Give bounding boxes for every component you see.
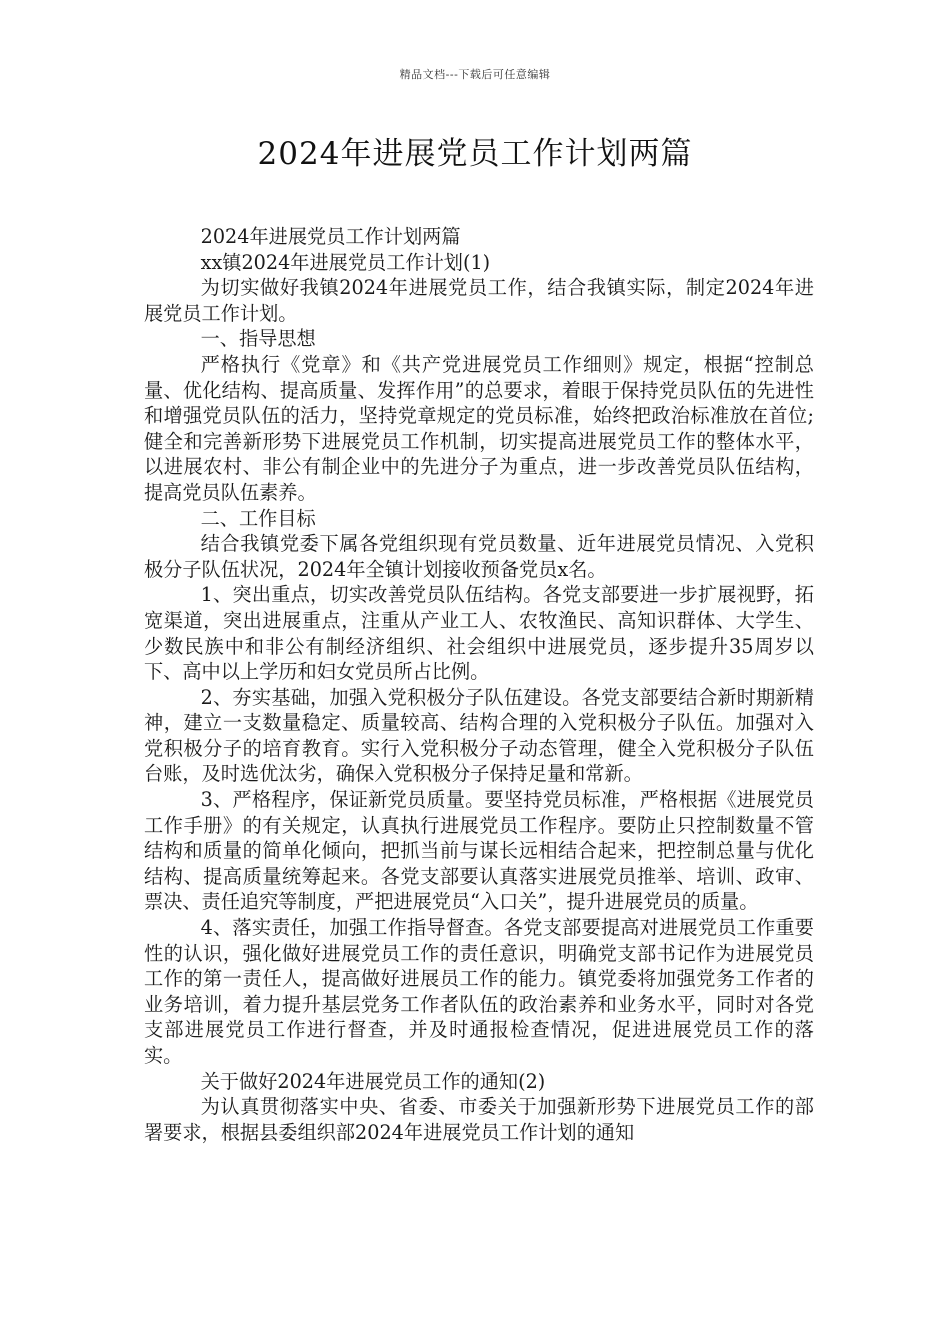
body-paragraph: 1、突出重点，切实改善党员队伍结构。各党支部要进一步扩展视野，拓宽渠道，突出进展重点，注重从产业工人、农牧渔民、高知识群体、大学生、少数民族中和非公有制经济组织、社会组织中进展党员，逐步提升35周岁以下、高中以上学历和妇女党员所占比例。	[144, 583, 814, 684]
body-paragraph: 4、落实责任，加强工作指导督查。各党支部要提高对进展党员工作重要性的认识，强化做好进展党员工作的责任意识，明确党支部书记作为进展党员工作的第一责任人，提高做好进展员工作的能力。镇党委将加强党务工作者的业务培训，着力提升基层党务工作者队伍的政治素养和业务水平，同时对各党支部进展党员工作进行督查，并及时通报检查情况，促进进展党员工作的落实。	[144, 916, 814, 1067]
section-heading: 一、指导思想	[200, 327, 316, 351]
body-paragraph: 结合我镇党委下属各党组织现有党员数量、近年进展党员情况、入党积极分子队伍状况，2024年全镇计划接收预备党员x名。	[144, 532, 814, 581]
body-paragraph: 严格执行《党章》和《共产党进展党员工作细则》规定，根据“控制总量、优化结构、提高质量、发挥作用”的总要求，着眼于保持党员队伍的先进性和增强党员队伍的活力，坚持党章规定的党员标准，始终把政治标准放在首位;健全和完善新形势下进展党员工作机制，切实提高进展党员工作的整体水平，以进展农村、非公有制企业中的先进分子为重点，进一步改善党员队伍结构，提高党员队伍素养。	[144, 352, 814, 504]
body-paragraph: 2024年进展党员工作计划两篇	[200, 225, 461, 248]
section-heading: 二、工作目标	[200, 506, 316, 530]
document-body	[144, 224, 814, 1145]
document-title: 2024年进展党员工作计划两篇	[257, 136, 693, 172]
body-paragraph: xx镇2024年进展党员工作计划(1)	[200, 250, 491, 274]
body-paragraph: 为认真贯彻落实中央、省委、市委关于加强新形势下进展党员工作的部署要求，根据县委组织部2024年进展党员工作计划的通知	[144, 1095, 814, 1144]
body-paragraph: 为切实做好我镇2024年进展党员工作，结合我镇实际，制定2024年进展党员工作计划。	[144, 276, 814, 325]
body-paragraph: 2、夯实基础，加强入党积极分子队伍建设。各党支部要结合新时期新精神，建立一支数量稳定、质量较高、结构合理的入党积极分子队伍。加强对入党积极分子的培育教育。实行入党积极分子动态管理，健全入党积极分子队伍台账，及时选优汰劣，确保入党积极分子保持足量和常新。	[144, 685, 814, 786]
section-heading: 关于做好2024年进展党员工作的通知(2)	[200, 1069, 546, 1093]
body-paragraph: 3、严格程序，保证新党员质量。要坚持党员标准，严格根据《进展党员工作手册》的有关规定，认真执行进展党员工作程序。要防止只控制数量不管结构和质量的简单化倾向，把抓当前与谋长远相结合起来，把控制总量与优化结构、提高质量统筹起来。各党支部要认真落实进展党员推举、培训、政审、票决、责任追究等制度，严把进展党员“入口关”，提升进展党员的质量。	[144, 788, 814, 914]
header-note: 精品文档---下载后可任意编辑	[399, 68, 551, 81]
